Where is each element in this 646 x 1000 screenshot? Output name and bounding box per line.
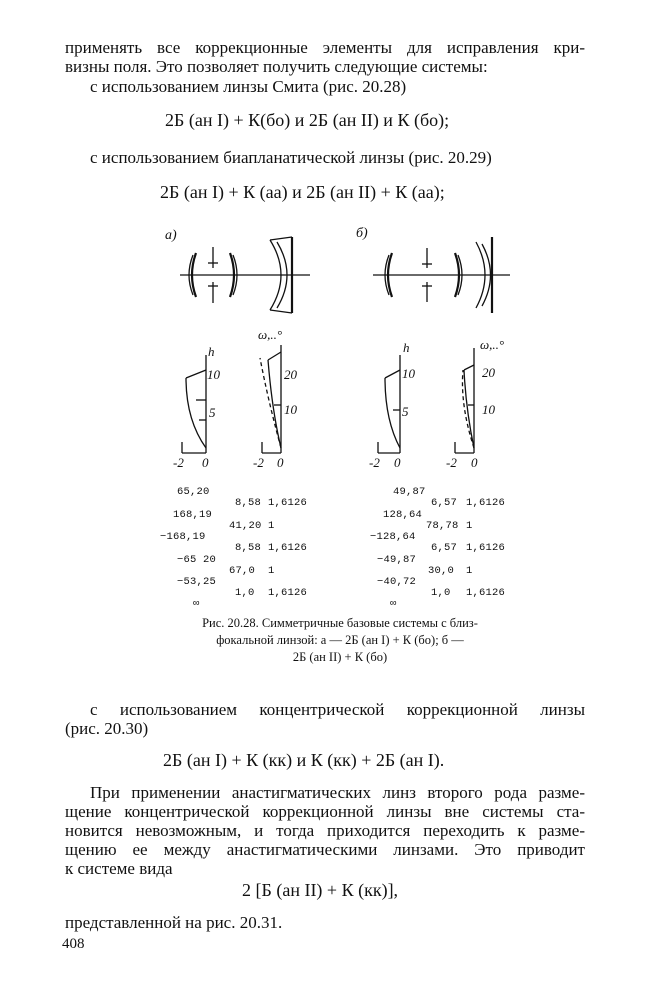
table-b-radius-1: 49,87 — [393, 486, 426, 498]
table-b-thickness-4: 30,0 — [428, 565, 455, 577]
table-b-thickness-5: 1,0 — [431, 587, 451, 599]
table-b-index-4: 1 — [466, 565, 473, 577]
concentric-intro-line-2: (рис. 20.30) — [65, 719, 149, 738]
formula-4: 2 [Б (ан II) + К (кк)], — [242, 880, 399, 900]
table-a-thickness-5: 1,0 — [235, 587, 255, 599]
plot-a-w-label: ω,..° — [258, 327, 283, 342]
table-a-thickness-3: 8,58 — [235, 542, 262, 554]
plot-a-h-xtick-neg2: -2 — [173, 455, 184, 470]
concentric-intro-line-1: с использованием концентрической коррекционной линзы — [90, 700, 585, 719]
table-b-radius-4: −49,87 — [377, 554, 417, 566]
figure-label-b: б) — [356, 226, 368, 241]
table-a-thickness-4: 67,0 — [229, 565, 256, 577]
table-a-radius-2: 168,19 — [173, 509, 213, 521]
plot-b-h-tick-10: 10 — [402, 366, 415, 381]
paragraph-line-4: щению ее между анастигматическими линзами. Это приводит — [65, 840, 585, 859]
plot-b-w-xtick-neg2: -2 — [446, 455, 457, 470]
plot-b-w-curve-solid — [464, 370, 474, 448]
plot-b-w-tick-10: 10 — [482, 402, 495, 417]
paragraph-line-5: к системе вида — [65, 859, 173, 878]
table-b-radius-2: 128,64 — [383, 509, 423, 521]
plot-b-h-xtick-neg2: -2 — [369, 455, 380, 470]
text-line-1: применять все коррекционные элементы для исправления кри- — [65, 38, 585, 57]
table-a-radius-3: −168,19 — [160, 531, 206, 543]
paragraph-line-1: При применении анастигматических линз второго рода разме- — [90, 783, 585, 802]
text-line-2: визны поля. Это позволяет получить следующие системы: — [65, 57, 488, 76]
figure-caption-line-2: фокальной линзой: а — 2Б (ан I) + К (бо); б — — [216, 633, 464, 647]
paragraph-line-3: новится невозможным, и тогда приходится переходить к разме- — [65, 821, 585, 840]
plot-b-h-label: h — [403, 340, 410, 355]
table-b-index-3: 1,6126 — [466, 542, 506, 554]
table-b-radius-3: −128,64 — [370, 531, 416, 543]
plot-a-w-tick-10: 10 — [284, 402, 297, 417]
plot-b-h — [378, 355, 400, 453]
table-b-thickness-3: 6,57 — [431, 542, 458, 554]
plot-a-h-xtick-0: 0 — [202, 455, 209, 470]
plot-b-w-xtick-0: 0 — [471, 455, 478, 470]
table-a-thickness-1: 8,58 — [235, 497, 262, 509]
table-a-radius-1: 65,20 — [177, 486, 210, 498]
table-b-index-1: 1,6126 — [466, 497, 506, 509]
table-a-radius-6: ∞ — [193, 598, 200, 610]
plot-b-h-xtick-0: 0 — [394, 455, 401, 470]
lens-system-a — [180, 237, 310, 313]
plot-b-w-label: ω,..° — [480, 337, 505, 352]
table-b-index-5: 1,6126 — [466, 587, 506, 599]
plot-a-h — [182, 355, 206, 453]
plot-b-h-curve — [385, 378, 400, 448]
plot-b-h-tick-5: 5 — [402, 404, 409, 419]
smith-intro: с использованием линзы Смита (рис. 20.28) — [90, 77, 407, 96]
plot-a-h-tick-5: 5 — [209, 405, 216, 420]
paragraph-line-2: щение концентрической коррекционной линзы вне системы ста- — [65, 802, 585, 821]
figure-label-a: а) — [165, 228, 177, 243]
table-a-index-3: 1,6126 — [268, 542, 308, 554]
plot-b-w — [455, 348, 474, 453]
page-number: 408 — [62, 936, 85, 952]
table-b-thickness-2: 78,78 — [426, 520, 459, 532]
plot-a-w-xtick-0: 0 — [277, 455, 284, 470]
table-b-radius-5: −40,72 — [377, 576, 417, 588]
biaplanatic-intro: с использованием биапланатической линзы (рис. 20.29) — [90, 148, 492, 167]
formula-3: 2Б (ан I) + К (кк) и К (кк) + 2Б (ан I). — [163, 750, 445, 770]
table-a-index-5: 1,6126 — [268, 587, 308, 599]
table-a-radius-5: −53,25 — [177, 576, 217, 588]
figure-caption-line-3: 2Б (ан II) + К (бо) — [292, 650, 388, 664]
lens-system-b — [373, 237, 510, 313]
table-b-index-2: 1 — [466, 520, 473, 532]
final-line: представленной на рис. 20.31. — [65, 913, 283, 932]
table-a-index-2: 1 — [268, 520, 275, 532]
plot-b-w-tick-20: 20 — [482, 365, 495, 380]
table-a-index-1: 1,6126 — [268, 497, 308, 509]
formula-1: 2Б (ан I) + К(бо) и 2Б (ан II) и К (бо); — [165, 110, 450, 130]
plot-a-h-label: h — [208, 344, 215, 359]
plot-a-w-tick-20: 20 — [284, 367, 297, 382]
table-a-index-4: 1 — [268, 565, 275, 577]
plot-a-h-tick-10: 10 — [207, 367, 220, 382]
plot-a-w — [260, 345, 281, 453]
plot-a-w-xtick-neg2: -2 — [253, 455, 264, 470]
plot-a-h-curve — [186, 378, 206, 448]
table-a-thickness-2: 41,20 — [229, 520, 262, 532]
table-b-radius-6: ∞ — [390, 598, 397, 610]
figure-caption-line-1: Рис. 20.28. Симметричные базовые системы с близ- — [202, 616, 478, 630]
formula-2: 2Б (ан I) + К (аа) и 2Б (ан II) + К (аа); — [160, 182, 445, 202]
table-b-thickness-1: 6,57 — [431, 497, 458, 509]
table-a-radius-4: −65 20 — [177, 554, 217, 566]
